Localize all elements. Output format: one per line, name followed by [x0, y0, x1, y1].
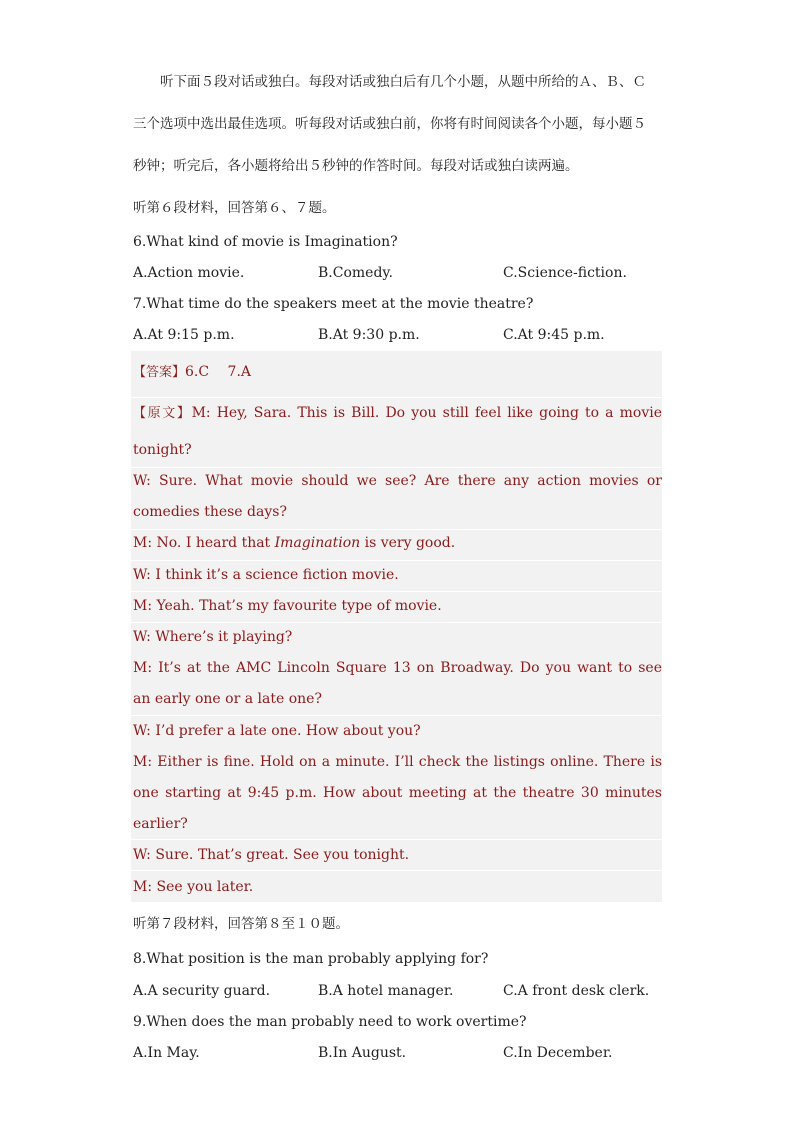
- divider: [131, 397, 662, 398]
- intro-line-3: 秒钟；听完后，各小题将给出５秒钟的作答时间。每段对话或独白读两遍。: [133, 158, 579, 174]
- transcript-line-1: [133, 403, 662, 424]
- transcript-line-9: M: It’s at the AMC Lincoln Square 13 on Broadway. Do you want to see: [133, 660, 662, 676]
- transcript-line-14: earlier?: [133, 816, 188, 832]
- divider: [131, 560, 662, 561]
- q7-option-c: C.At 9:45 p.m.: [503, 327, 605, 343]
- movie-title: Imagination: [274, 535, 361, 551]
- divider: [131, 715, 662, 716]
- transcript-text: M: No. I heard that: [133, 535, 275, 551]
- transcript-line-15: W: Sure. That’s great. See you tonight.: [133, 847, 410, 863]
- answer-line: [133, 362, 662, 383]
- divider: [131, 870, 662, 871]
- q6-option-a: A.Action movie.: [133, 265, 245, 281]
- q6-option-b: B.Comedy.: [318, 265, 393, 281]
- transcript-line-16: M: See you later.: [133, 879, 254, 895]
- question-9: 9.When does the man probably need to work overtime?: [133, 1014, 527, 1030]
- transcript-line-3: W: Sure. What movie should we see? Are there any action movies or: [133, 473, 662, 489]
- section-7-heading: 听第７段材料，回答第８至１０题。: [133, 916, 349, 932]
- q7-option-a: A.At 9:15 p.m.: [133, 327, 235, 343]
- transcript-line-13: one starting at 9:45 p.m. How about meeting at the theatre 30 minutes: [133, 785, 662, 801]
- question-6: 6.What kind of movie is Imagination?: [133, 234, 398, 250]
- q8-option-b: B.A hotel manager.: [318, 983, 454, 999]
- transcript-text: is very good.: [360, 535, 456, 551]
- transcript-line-8: W: Where’s it playing?: [133, 629, 293, 645]
- q7-option-b: B.At 9:30 p.m.: [318, 327, 420, 343]
- transcript-line-4: comedies these days?: [133, 504, 287, 520]
- transcript-line-12: M: Either is fine. Hold on a minute. I’ll check the listings online. There is: [133, 754, 662, 770]
- transcript-tag: 【原文】: [133, 406, 192, 421]
- transcript-text: M: Hey, Sara. This is Bill. Do you still feel like going to a movie: [191, 405, 662, 421]
- divider: [131, 467, 662, 468]
- section-6-heading: 听第６段材料，回答第６、７题。: [133, 200, 336, 216]
- q9-option-a: A.In May.: [133, 1045, 200, 1061]
- question-8: 8.What position is the man probably applying for?: [133, 951, 489, 967]
- q8-option-a: A.A security guard.: [133, 983, 271, 999]
- q9-option-c: C.In December.: [503, 1045, 613, 1061]
- transcript-line-5: [133, 533, 662, 553]
- divider: [131, 529, 662, 530]
- answer-tag: 【答案】: [133, 365, 186, 380]
- question-7: 7.What time do the speakers meet at the movie theatre?: [133, 296, 534, 312]
- transcript-line-2: tonight?: [133, 442, 192, 458]
- divider: [131, 839, 662, 840]
- transcript-line-10: an early one or a late one?: [133, 691, 322, 707]
- transcript-line-11: W: I’d prefer a late one. How about you?: [133, 723, 421, 739]
- divider: [131, 591, 662, 592]
- transcript-line-7: M: Yeah. That’s my favourite type of movie.: [133, 598, 442, 614]
- q6-option-c: C.Science-fiction.: [503, 265, 627, 281]
- divider: [131, 622, 662, 623]
- answer-text: 6.C 7.A: [185, 364, 252, 380]
- q9-option-b: B.In August.: [318, 1045, 407, 1061]
- q8-option-c: C.A front desk clerk.: [503, 983, 650, 999]
- intro-line-1: 听下面５段对话或独白。每段对话或独白后有几个小题，从题中所给的Ａ、Ｂ、Ｃ: [160, 74, 646, 90]
- intro-line-2: 三个选项中选出最佳选项。听每段对话或独白前，你将有时间阅读各个小题，每小题５: [133, 116, 646, 132]
- transcript-line-6: W: I think it’s a science fiction movie.: [133, 567, 399, 583]
